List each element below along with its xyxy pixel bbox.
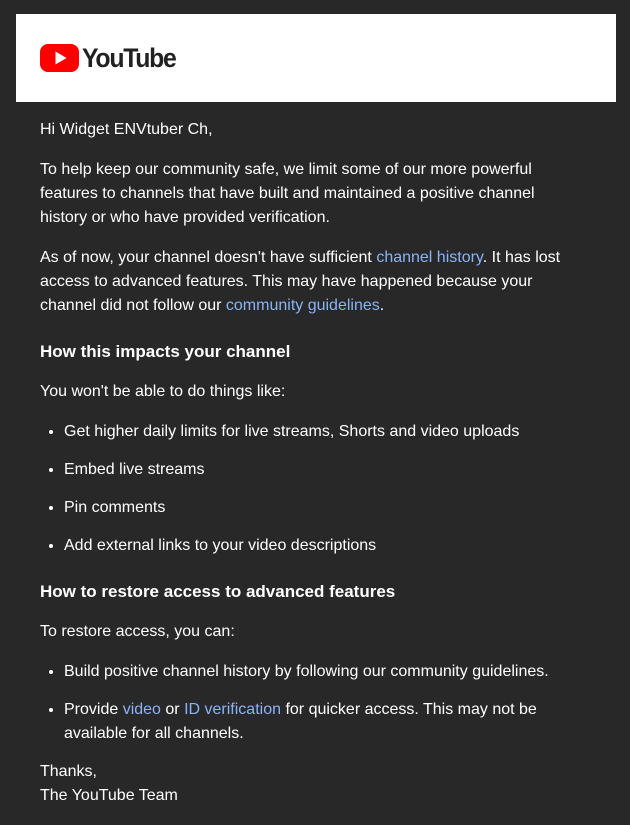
list-item xyxy=(64,698,580,746)
list-item: • Embed live streams xyxy=(64,458,580,482)
impact-heading: How this impacts your channel xyxy=(40,342,291,361)
youtube-wordmark: YouTube xyxy=(82,42,176,73)
restore-intro: To restore access, you can: xyxy=(40,623,235,640)
status-text-3: . xyxy=(379,297,385,314)
restore-text-1: Provide xyxy=(64,701,123,718)
youtube-logo xyxy=(40,44,184,72)
restore-heading: How to restore access to advanced features xyxy=(40,582,396,601)
list-item: • Add external links to your video descriptions xyxy=(64,534,580,558)
list-item: • Get higher daily limits for live streams, Shorts and video uploads xyxy=(64,420,580,444)
signoff-thanks: Thanks, xyxy=(40,763,97,780)
restore-text-2: or xyxy=(160,701,185,718)
email-header xyxy=(16,14,616,102)
id-verification-link[interactable]: ID verification xyxy=(184,701,281,718)
impact-intro: You won't be able to do things like: xyxy=(40,383,286,400)
greeting: Hi Widget ENVtuber Ch, xyxy=(40,121,213,138)
status-text-1: As of now, your channel doesn't have sufficient xyxy=(40,249,377,266)
restore-text-3: for quicker access. This may not be available for all channels. xyxy=(64,701,537,742)
intro-paragraph: To help keep our community safe, we limit some of our more powerful features to channels that have built and maintained a positive channel history or who have provided verification. xyxy=(40,161,535,226)
status-text-2: . It has lost access to advanced features. This may have happened because your channel did not follow our xyxy=(40,249,561,314)
list-item: • Build positive channel history by following our community guidelines. xyxy=(64,660,580,684)
youtube-play-icon xyxy=(40,44,79,72)
channel-history-link[interactable]: channel history xyxy=(376,249,483,266)
email-body xyxy=(40,118,580,808)
impact-list xyxy=(40,420,580,558)
community-guidelines-link[interactable]: community guidelines xyxy=(225,297,380,314)
status-paragraph xyxy=(40,246,580,318)
signoff xyxy=(40,760,580,808)
signoff-team: The YouTube Team xyxy=(40,787,178,804)
video-verification-link[interactable]: video xyxy=(122,701,161,718)
restore-list xyxy=(40,660,580,746)
list-item: • Pin comments xyxy=(64,496,580,520)
